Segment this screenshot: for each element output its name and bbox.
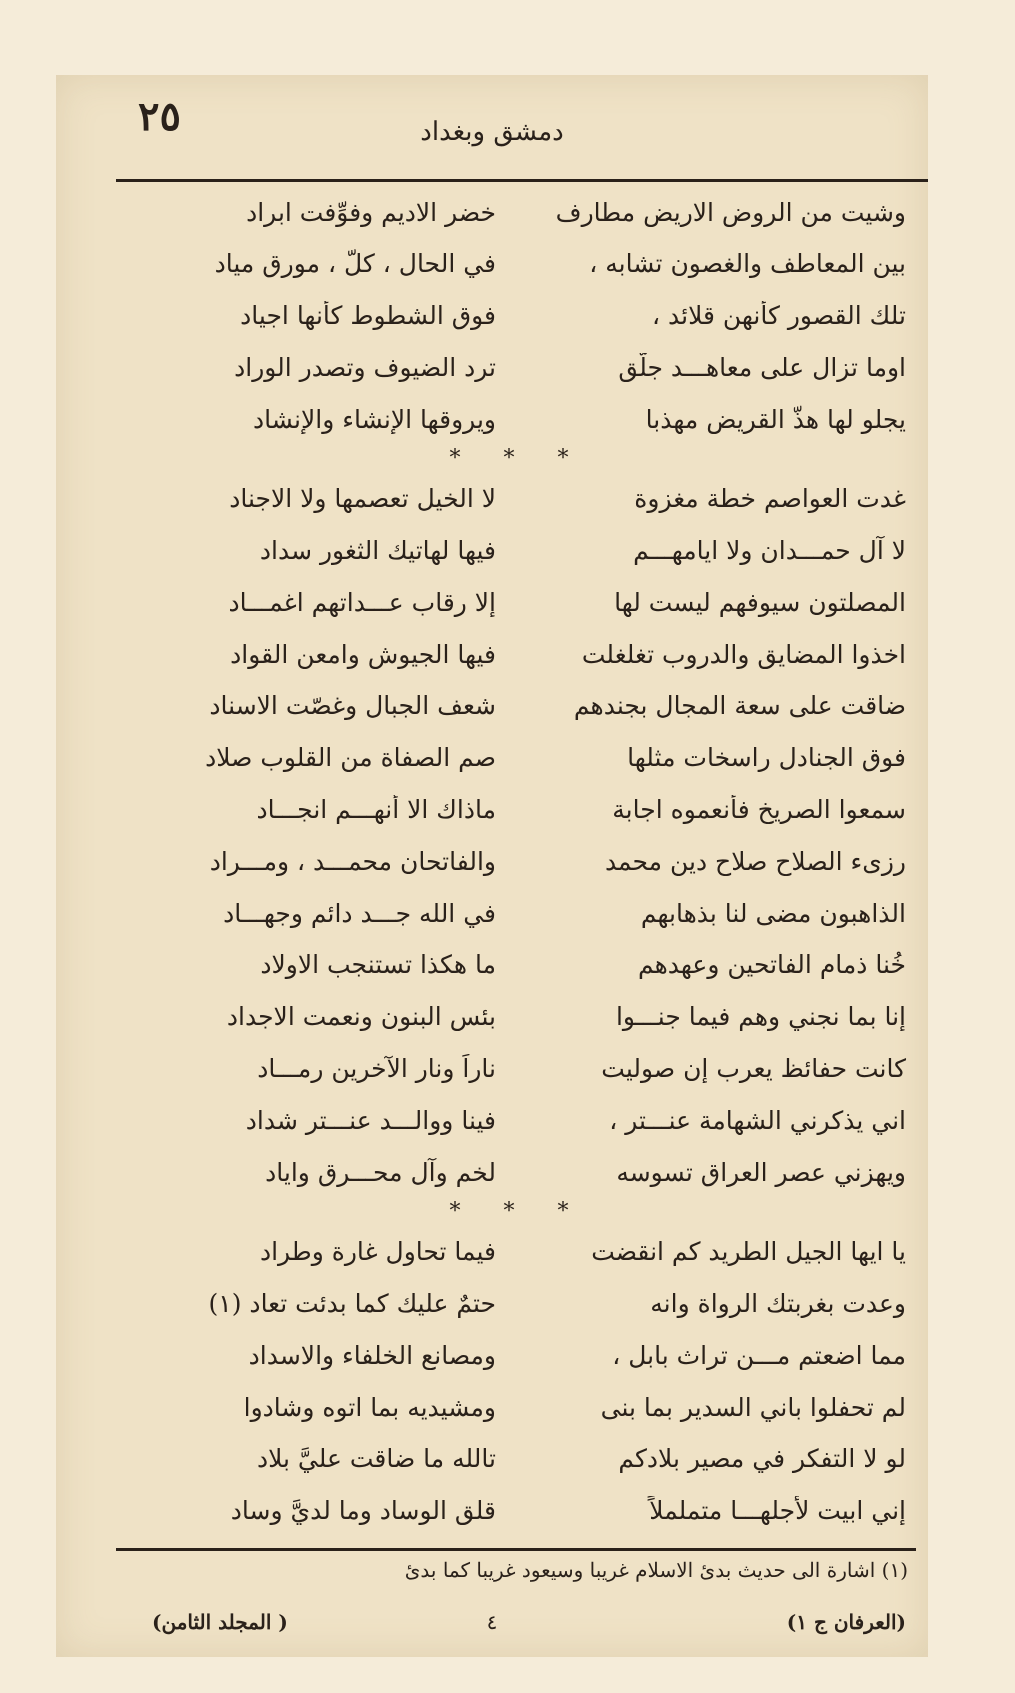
verse-line <box>126 787 910 833</box>
book-page <box>56 75 928 1657</box>
first-hemistich: غدت العواصم خطة مغزوة <box>634 484 906 514</box>
verse-line <box>126 1384 910 1430</box>
first-hemistich: ويهزني عصر العراق تسوسه <box>616 1157 906 1187</box>
first-hemistich: رزىء الصلاح صلاح دين محمد <box>604 846 906 876</box>
verse-line <box>126 1229 910 1275</box>
first-hemistich: يا ايها الجيل الطريد كم انقضت <box>591 1237 906 1267</box>
second-hemistich: ما هكذا تستنجب الاولاد <box>260 950 496 980</box>
second-hemistich: لخم وآل محـــرق واياد <box>265 1157 496 1187</box>
first-hemistich: وشيت من الروض الاريض مطارف <box>555 197 906 227</box>
verse-line <box>126 241 910 287</box>
stanza-separator <box>126 1201 910 1223</box>
verse-line <box>126 1436 910 1482</box>
verse-line <box>126 1046 910 1092</box>
second-hemistich: ترد الضيوف وتصدر الوراد <box>234 352 496 382</box>
verse-line <box>126 1149 910 1195</box>
verse-line <box>126 735 910 781</box>
first-hemistich: وعدت بغربتك الرواة وانه <box>650 1289 906 1319</box>
first-hemistich: اوما تزال على معاهـــد جلّق <box>618 352 906 382</box>
second-hemistich: ومشيديه بما اتوه وشادوا <box>243 1392 496 1422</box>
verse-line <box>126 579 910 625</box>
verse-line <box>126 631 910 677</box>
footnote-rule <box>116 1548 916 1551</box>
verse-line <box>126 476 910 522</box>
first-hemistich: المصلتون سيوفهم ليست لها <box>614 587 906 617</box>
first-hemistich: تلك القصور كأنهن قلائد ، <box>651 301 906 331</box>
first-hemistich: إنا بما نجني وهم فيما جنـــوا <box>615 1002 906 1032</box>
second-hemistich: ومصانع الخلفاء والاسداد <box>248 1340 496 1370</box>
first-hemistich: خُنا ذمام الفاتحين وعهدهم <box>637 950 906 980</box>
second-hemistich: قلق الوساد وما لديَّ وساد <box>230 1496 496 1526</box>
verse-line <box>126 683 910 729</box>
second-hemistich: والفاتحان محمـــد ، ومـــراد <box>209 846 496 876</box>
page-number: ٢٥ <box>138 93 181 140</box>
first-hemistich: لا آل حمـــدان ولا ايامهـــم <box>633 536 906 566</box>
second-hemistich: فيها الجيوش وامعن القواد <box>230 639 496 669</box>
first-hemistich: فوق الجنادل راسخات مثلها <box>627 743 906 773</box>
verse-line <box>126 890 910 936</box>
first-hemistich: لو لا التفكر في مصير بلادكم <box>618 1444 906 1474</box>
volume-label: ( المجلد الثامن) <box>152 1610 288 1634</box>
verse-line <box>126 1332 910 1378</box>
verse-line <box>126 396 910 442</box>
second-hemistich: فيها لهاتيك الثغور سداد <box>259 536 496 566</box>
second-hemistich: ويروقها الإنشاء والإنشاد <box>252 404 496 434</box>
second-hemistich: لا الخيل تعصمها ولا الاجناد <box>229 484 496 514</box>
verse-line <box>126 1488 910 1534</box>
separator-stars: * * * <box>449 1199 587 1225</box>
first-hemistich: إني ابيت لأجلهـــا متململاً <box>649 1496 906 1526</box>
verse-line <box>126 344 910 390</box>
verse-line <box>126 1281 910 1327</box>
second-hemistich: شعف الجبال وغصّت الاسناد <box>209 691 496 721</box>
first-hemistich: اخذوا المضايق والدروب تغلغلت <box>581 639 906 669</box>
verse-line <box>126 1097 910 1143</box>
first-hemistich: الذاهبون مضى لنا بذهابهم <box>640 898 906 928</box>
first-hemistich: اني يذكرني الشهامة عنـــتر ، <box>609 1105 906 1135</box>
second-hemistich: ناراً ونار الآخرين رمـــاد <box>257 1054 496 1084</box>
first-hemistich: سمعوا الصريخ فأنعموه اجابة <box>612 795 906 825</box>
poem <box>126 189 910 1534</box>
first-hemistich: يجلو لها هذّ القريض مهذبا <box>645 404 906 434</box>
separator-stars: * * * <box>449 446 587 472</box>
first-hemistich: لم تحفلوا باني السدير بما بنى <box>600 1392 906 1422</box>
first-hemistich: كانت حفائظ يعرب إن صوليت <box>601 1054 906 1084</box>
second-hemistich: صم الصفاة من القلوب صلاد <box>205 743 496 773</box>
first-hemistich: مما اضعتم مـــن تراث بابل ، <box>612 1340 906 1370</box>
second-hemistich: تالله ما ضاقت عليَّ بلاد <box>256 1444 496 1474</box>
verse-line <box>126 189 910 235</box>
verse-line <box>126 942 910 988</box>
verse-line <box>126 994 910 1040</box>
second-hemistich: فيما تحاول غارة وطراد <box>259 1237 496 1267</box>
stanza-separator <box>126 448 910 470</box>
second-hemistich: فينا ووالـــد عنـــتر شداد <box>245 1105 496 1135</box>
verse-line <box>126 293 910 339</box>
running-title: دمشق وبغداد <box>420 117 564 147</box>
header-rule <box>116 179 928 182</box>
verse-line <box>126 838 910 884</box>
journal-issue: (العرفان ج ١) <box>786 1610 906 1634</box>
second-hemistich: بئس البنون ونعمت الاجداد <box>226 1002 496 1032</box>
verse-line <box>126 528 910 574</box>
signature-mark: ٤ <box>486 1610 498 1634</box>
second-hemistich: في الحال ، كلٌّ ، مورق مياد <box>214 249 496 279</box>
second-hemistich: فوق الشطوط كأنها اجياد <box>240 301 496 331</box>
second-hemistich: خضر الاديم وفوِّفت ابراد <box>246 197 496 227</box>
footnote: (١) اشارة الى حديث بدئ الاسلام غريبا وسيعود غريبا كما بدئ <box>404 1558 908 1582</box>
second-hemistich: في الله جـــد دائم وجهـــاد <box>223 898 496 928</box>
second-hemistich: حتمٌ عليك كما بدئت تعاد (١) <box>208 1289 496 1319</box>
first-hemistich: بين المعاطف والغصون تشابه ، <box>589 249 906 279</box>
second-hemistich: ماذاك الا أنهـــم انجـــاد <box>256 795 496 825</box>
first-hemistich: ضاقت على سعة المجال بجندهم <box>573 691 906 721</box>
second-hemistich: إلا رقاب عـــداتهم اغمـــاد <box>228 587 496 617</box>
